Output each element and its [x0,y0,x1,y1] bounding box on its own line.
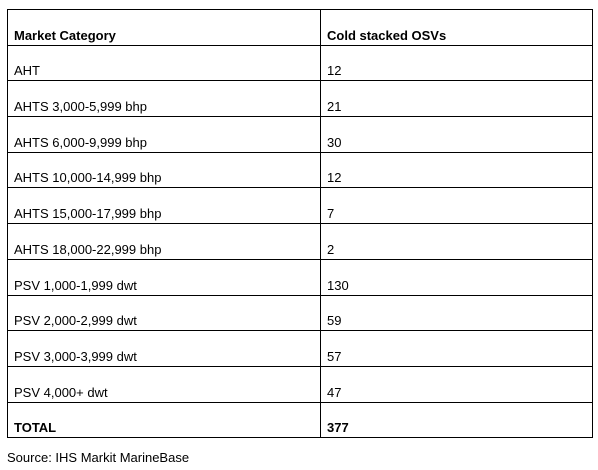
category-cell [8,188,321,224]
category-cell [8,152,321,188]
osv-count: 12 [327,170,342,186]
table-row [8,45,593,81]
value-cell [321,224,593,260]
header-market-category: Market Category [14,27,116,43]
category-cell [8,45,321,81]
osv-count: 59 [327,313,342,329]
osv-count: 130 [327,277,349,293]
category-label: AHTS 15,000-17,999 bhp [14,206,162,222]
category-label: AHTS 10,000-14,999 bhp [14,170,162,186]
table-row [8,152,593,188]
osv-count: 30 [327,134,342,150]
category-label: PSV 4,000+ dwt [14,384,108,400]
category-label: AHTS 6,000-9,999 bhp [14,134,147,150]
total-value: 377 [327,420,349,436]
value-cell [321,152,593,188]
total-label-cell [8,402,321,438]
category-cell [8,366,321,402]
category-cell [8,117,321,153]
value-cell [321,259,593,295]
header-cell-market-category [8,10,321,46]
header-cell-cold-stacked-osvs [321,10,593,46]
cold-stacked-osv-table [7,9,593,438]
total-label: TOTAL [14,420,57,436]
category-label: AHTS 18,000-22,999 bhp [14,241,162,257]
value-cell [321,117,593,153]
osv-count: 21 [327,99,342,115]
table-total-row [8,402,593,438]
osv-count: 7 [327,206,335,222]
table-row [8,81,593,117]
category-label: AHT [14,63,40,79]
value-cell [321,331,593,367]
table-row [8,224,593,260]
table-row [8,259,593,295]
category-label: PSV 3,000-3,999 dwt [14,348,137,364]
table-row [8,295,593,331]
osv-count: 12 [327,63,342,79]
category-label: PSV 2,000-2,999 dwt [14,313,137,329]
table-row [8,188,593,224]
category-label: AHTS 3,000-5,999 bhp [14,99,147,115]
table-header-row [8,10,593,46]
table-row [8,117,593,153]
value-cell [321,45,593,81]
value-cell [321,188,593,224]
value-cell [321,295,593,331]
osv-count: 2 [327,241,335,257]
category-cell [8,224,321,260]
category-label: PSV 1,000-1,999 dwt [14,277,137,293]
category-cell [8,295,321,331]
category-cell [8,81,321,117]
table-row [8,366,593,402]
source-note: Source: IHS Markit MarineBase [7,450,190,465]
osv-count: 47 [327,384,342,400]
value-cell [321,81,593,117]
header-cold-stacked-osvs: Cold stacked OSVs [327,27,447,43]
category-cell [8,331,321,367]
table-row [8,331,593,367]
osv-count: 57 [327,348,342,364]
total-value-cell [321,402,593,438]
category-cell [8,259,321,295]
value-cell [321,366,593,402]
